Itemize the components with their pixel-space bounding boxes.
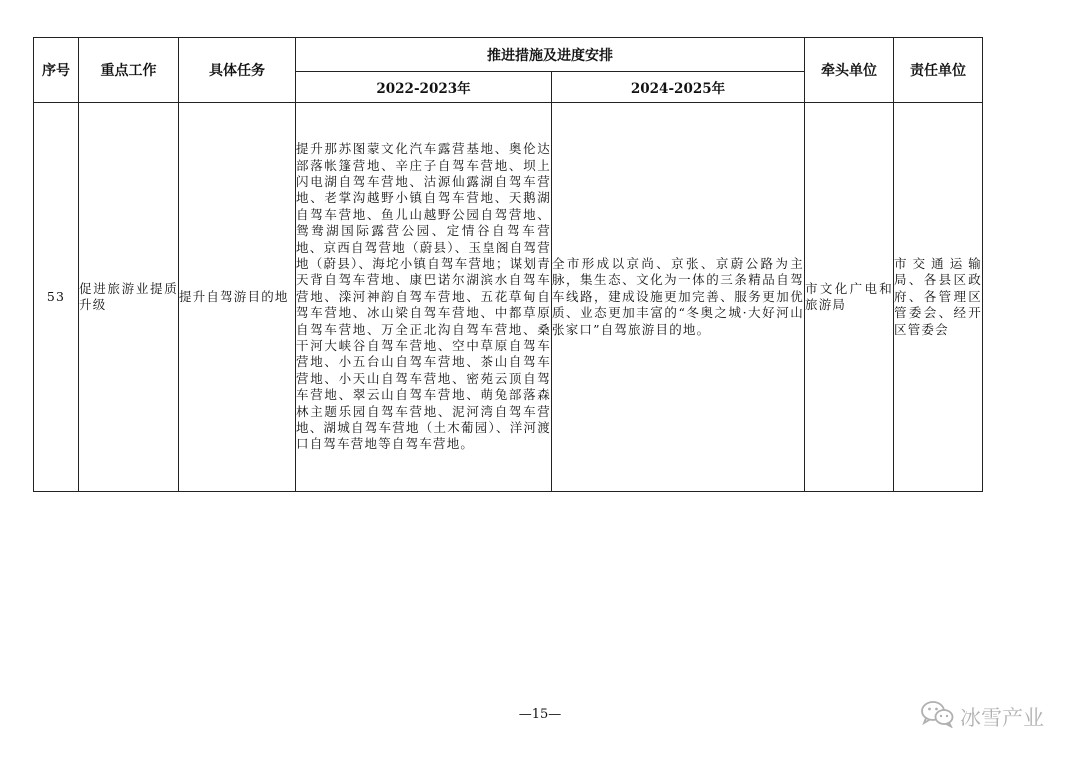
header-task: 具体任务 [179, 38, 296, 103]
header-period-2024-2025: 2024-2025年 [552, 72, 805, 103]
cell-period-2022-2023: 提升那苏图蒙文化汽车露营基地、奥伦达部落帐篷营地、辛庄子自驾车营地、坝上闪电湖自驾车营地、沽源仙露湖自驾车营地、老掌沟越野小镇自驾车营地、天鹅湖自驾车营地、鱼儿山越野公园自驾营地、鸳鸯湖国际露营公园、定情谷自驾车营地、京西自驾营地（蔚县）、玉皇阁自驾营地（蔚县）、海坨小镇自驾车营地；谋划青天背自驾车营地、康巴诺尔湖滨水自驾车营地、滦河神韵自驾车营地、五花草甸自驾车营地、冰山梁自驾车营地、中都草原自驾车营地、万全正北沟自驾车营地、桑干河大峡谷自驾车营地、空中草原自驾车营地、小五台山自驾车营地、茶山自驾车营地、小天山自驾车营地、密苑云顶自驾车营地、翠云山自驾车营地、萌兔部落森林主题乐园自驾车营地、泥河湾自驾车营地、湖城自驾车营地（土木葡园）、洋河渡口自驾车营地等自驾车营地。 [296, 103, 552, 492]
table-row [34, 103, 983, 492]
header-lead-unit: 牵头单位 [805, 38, 894, 103]
watermark-text: 冰雪产业 [960, 705, 1044, 730]
cell-key-work: 促进旅游业提质升级 [79, 103, 179, 492]
wechat-icon [920, 700, 954, 733]
cell-task: 提升自驾游目的地 [179, 103, 296, 492]
page-number: —15— [518, 707, 562, 722]
cell-no: 53 [34, 103, 79, 492]
cell-resp-unit: 市交通运输局、各县区政府、各管理区管委会、经开区管委会 [894, 103, 983, 492]
plan-table [33, 37, 983, 492]
header-measures: 推进措施及进度安排 [296, 38, 805, 72]
header-period-2022-2023: 2022-2023年 [296, 72, 552, 103]
watermark [920, 700, 1044, 733]
header-key-work: 重点工作 [79, 38, 179, 103]
cell-period-2024-2025: 全市形成以京尚、京张、京蔚公路为主脉，集生态、文化为一体的三条精品自驾车线路，建成设施更加完善、服务更加优质、业态更加丰富的“冬奥之城·大好河山张家口”自驾旅游目的地。 [552, 103, 805, 492]
cell-lead-unit: 市文化广电和旅游局 [805, 103, 894, 492]
header-resp-unit: 责任单位 [894, 38, 983, 103]
header-no: 序号 [34, 38, 79, 103]
